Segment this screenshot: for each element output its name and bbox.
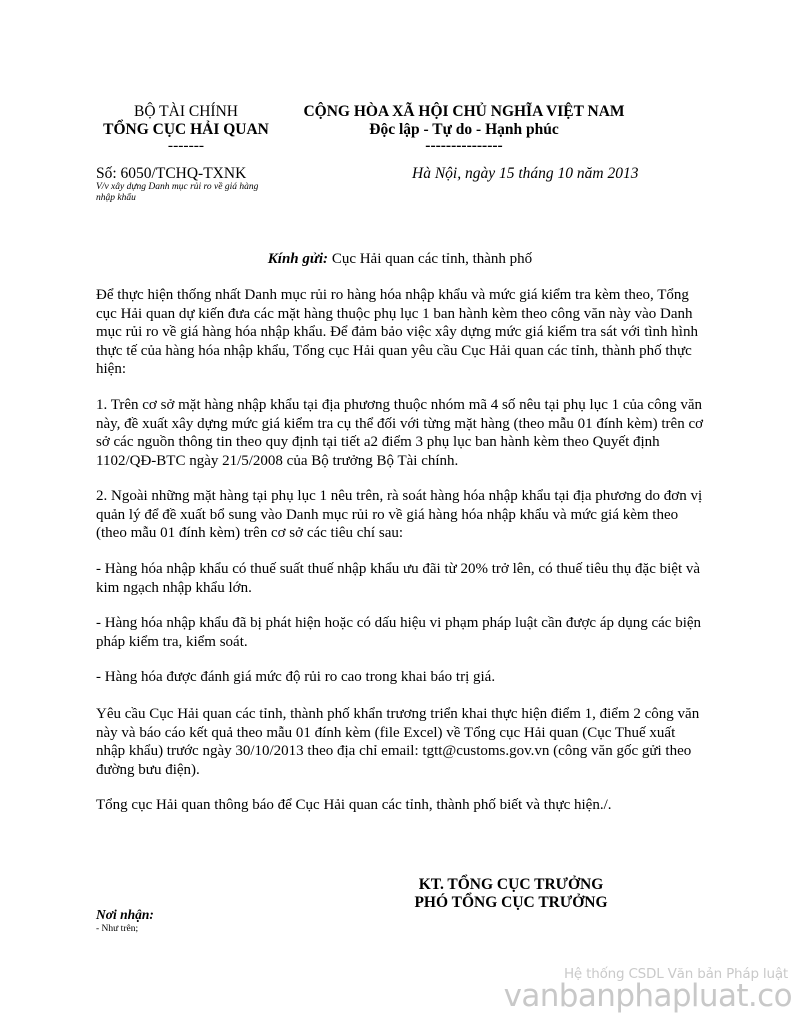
recipient-line [96, 250, 704, 269]
national-motto: Độc lập - Tự do - Hạnh phúc [369, 121, 559, 138]
department-name: TỔNG CỤC HẢI QUAN [103, 121, 269, 138]
paragraph: Yêu cầu Cục Hải quan các tỉnh, thành phố khẩn trương triển khai thực hiện điểm 1, điểm 2 công văn này và báo cáo kết quả theo mẫu 01 đính kèm (file Excel) về Tổng cục Hải quan (Cục Thuế xuất nhập khẩu) trước ngày 30/10/2013 theo địa chỉ email: tgtt@customs.gov.vn (công văn gốc gửi theo đường bưu điện). [96, 706, 700, 778]
recipients-block [96, 907, 296, 935]
recipient-label: Kính gửi: [267, 251, 329, 267]
agency-block [96, 103, 276, 153]
paragraph: - Hàng hóa nhập khẩu có thuế suất thuế nhập khẩu ưu đãi từ 20% trở lên, có thuế tiêu thụ đặc biệt và kim ngạch nhập khẩu lớn. [96, 561, 701, 596]
signature-title: KT. TỔNG CỤC TRƯỞNG [418, 876, 604, 893]
watermark-site: vanbanphapluat.co [503, 978, 792, 1014]
country-name: CỘNG HÒA XÃ HỘI CHỦ NGHĨA VIỆT NAM [303, 103, 625, 120]
document-number: Số: 6050/TCHQ-TXNK [96, 165, 247, 182]
department-rule: ------- [167, 137, 205, 154]
national-header [290, 103, 638, 153]
place-date: Hà Nội, ngày 15 tháng 10 năm 2013 [412, 165, 639, 182]
recipient-value: Cục Hải quan các tỉnh, thành phố [328, 251, 533, 267]
paragraph: - Hàng hóa nhập khẩu đã bị phát hiện hoặc có dấu hiệu vi phạm pháp luật cần được áp dụng các biện pháp kiểm tra, kiểm soát. [96, 615, 702, 650]
recipient-item: - Như trên; [96, 924, 139, 934]
paragraph: Để thực hiện thống nhất Danh mục rủi ro hàng hóa nhập khẩu và mức giá kiểm tra kèm theo, Tổng cục Hải quan dự kiến đưa các mặt hàng thuộc phụ lục 1 ban hành kèm theo công văn này vào Danh mục rủi ro về giá hàng hóa nhập khẩu. Để đảm bảo việc xây dựng mức giá kiểm tra sát với tình hình thực tế của hàng hóa nhập khẩu, Tổng cục Hải quan yêu cầu Cục Hải quan các tỉnh, thành phố thực hiện: [96, 287, 698, 378]
signature-block [380, 876, 642, 912]
signature-role: PHÓ TỔNG CỤC TRƯỞNG [414, 894, 608, 911]
motto-rule: --------------- [425, 137, 503, 154]
watermark-caption: Hệ thống CSDL Văn bản Pháp luật [563, 966, 788, 982]
recipients-label: Nơi nhận: [96, 907, 154, 922]
document-subject: V/v xây dựng Danh mục rủi ro về giá hàng nhập khẩu [96, 182, 259, 203]
paragraph: - Hàng hóa được đánh giá mức độ rủi ro cao trong khai báo trị giá. [96, 669, 496, 685]
paragraph: 2. Ngoài những mặt hàng tại phụ lục 1 nêu trên, rà soát hàng hóa nhập khẩu tại địa phương do đơn vị quản lý để đề xuất bổ sung vào Danh mục rủi ro về giá hàng hóa nhập khẩu và mức giá kèm theo (theo mẫu 01 đính kèm) trên cơ sở các tiêu chí sau: [96, 488, 703, 542]
paragraph: Tổng cục Hải quan thông báo để Cục Hải quan các tỉnh, thành phố biết và thực hiện./. [96, 797, 612, 813]
ministry-name: BỘ TÀI CHÍNH [134, 103, 238, 120]
paragraph: 1. Trên cơ sở mặt hàng nhập khẩu tại địa phương thuộc nhóm mã 4 số nêu tại phụ lục 1 của công văn này, đề xuất xây dựng mức giá kiểm tra cụ thể đối với từng mặt hàng (theo mẫu 01 đính kèm) trên cơ sở các nguồn thông tin theo quy định tại tiết a2 điểm 3 phụ lục ban hành kèm theo Quyết định 1102/QĐ-BTC ngày 21/5/2008 của Bộ trưởng Bộ Tài chính. [96, 397, 704, 469]
